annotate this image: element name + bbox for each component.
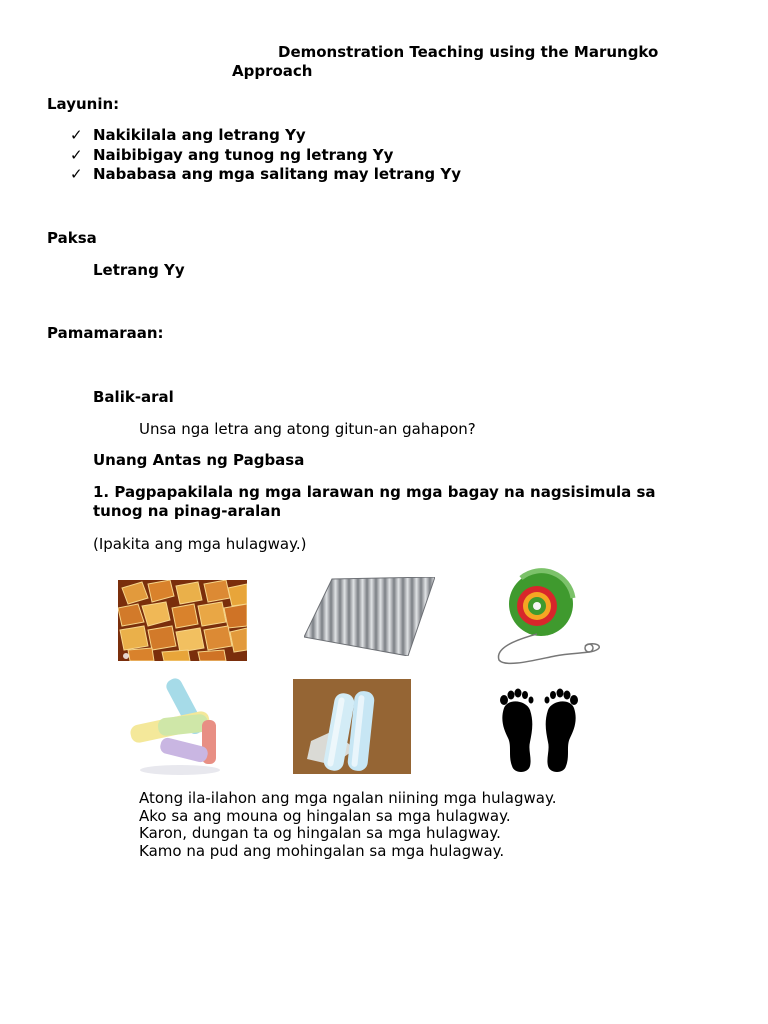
- balik-aral-question: Unsa nga letra ang atong gitun-an gahapon?: [139, 420, 476, 438]
- paksa-heading: Paksa: [47, 229, 97, 247]
- objective-item: [70, 126, 461, 146]
- chalk-picture: [118, 678, 248, 778]
- closing-line-3: Karon, dungan ta og hingalan sa mga hulagway.: [139, 824, 501, 842]
- closing-line-2: Ako sa ang mouna og hingalan sa mga hulagway.: [139, 806, 511, 825]
- checkmark-icon: ✓: [70, 165, 83, 183]
- paksa-topic: Letrang Yy: [93, 261, 185, 279]
- objective-text: Naibibigay ang tunog ng letrang Yy: [93, 145, 394, 164]
- roofing-sheet-picture: [304, 577, 435, 656]
- objective-text: Nakikilala ang letrang Yy: [93, 126, 306, 144]
- checkmark-icon: ✓: [70, 145, 83, 164]
- closing-line-4: Kamo na pud ang mohingalan sa mga hulagway.: [139, 841, 505, 860]
- footprints-picture: [494, 686, 584, 776]
- pamamaraan-heading: Pamamaraan:: [47, 324, 164, 342]
- instruction-text: (Ipakita ang mga hulagway.): [93, 535, 307, 553]
- closing-line-1: Atong ila-ilahon ang mga ngalan niining mga hulagway.: [139, 789, 557, 807]
- step-1-text: 1. Pagpapakilala ng mga larawan ng mga bagay na nagsisimula sa tunog na pinag-aralan: [93, 483, 656, 520]
- title-line-1: Demonstration Teaching using the Marungko: [278, 43, 659, 61]
- layunin-heading: Layunin:: [47, 95, 120, 113]
- objective-item: [70, 146, 461, 166]
- yoyo-picture: [495, 568, 603, 670]
- candies-picture: [118, 580, 247, 661]
- objective-item: [70, 165, 461, 185]
- objective-text: Nababasa ang mga salitang may letrang Yy: [93, 165, 461, 183]
- unang-antas-heading: Unang Antas ng Pagbasa: [93, 451, 305, 469]
- checkmark-icon: ✓: [70, 126, 83, 144]
- balik-aral-heading: Balik-aral: [93, 388, 174, 406]
- closing-paragraph: [139, 790, 556, 860]
- title-line-2: Approach: [232, 62, 313, 80]
- objectives-list: [70, 126, 461, 185]
- ice-candy-picture: [293, 679, 411, 774]
